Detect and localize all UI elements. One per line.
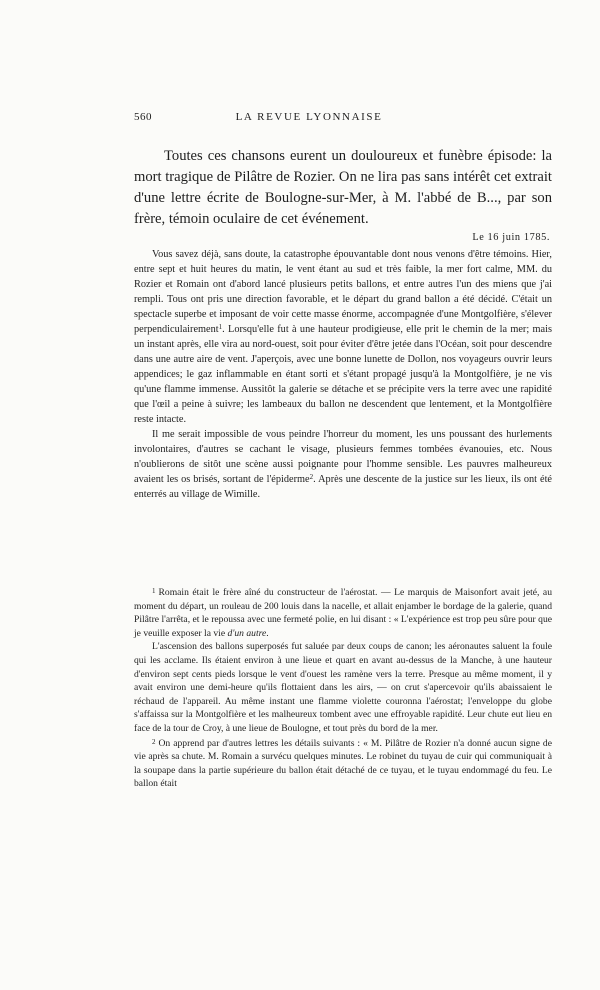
letter-dateline: Le 16 juin 1785. bbox=[472, 232, 550, 243]
footnote-1-emphasis: d'un autre bbox=[227, 627, 267, 639]
footnote-2 bbox=[134, 736, 552, 791]
footnote-1-mark: 1 bbox=[152, 587, 156, 595]
running-header bbox=[134, 111, 484, 125]
footnote-2-mark: 2 bbox=[152, 737, 156, 746]
intro-paragraph bbox=[134, 146, 552, 230]
page-number: 560 bbox=[134, 111, 152, 123]
letter-p1-part-a: Vous savez déjà, sans doute, la catastrophe épouvantable dont nous venons d'être témoins. Hier, entre sept et huit heures du matin, le vent étant au sud et très faible, la mer fort calme, MM. du Rozier et Romain ont d'abord lancé plusieurs petits ballons, et entre autres l'un des miens que j'ai rempli. Tous ont pris une direction favorable, et le départ du grand ballon a été décidé. C'était un spectacle superbe et imposant de voir cette masse énorme, accompagnée d'une Montgolfière, s'élever perpendiculairement bbox=[134, 249, 552, 335]
footnote-1-text-b: . bbox=[266, 627, 269, 639]
footnotes bbox=[134, 585, 552, 791]
letter-p1-part-b: . Lorsqu'elle fut à une hauteur prodigieuse, elle prit le chemin de la mer; mais un instant après, elle vira au nord-ouest, soit pour éviter d'être jetée dans l'Océan, soit pour descendre dans une autre aire de vent. J'aperçois, avec une bonne lunette de Dollon, nos voyageurs ouvrir leurs appendices; le gaz inflammable en étant sorti et s'étant propagé jusqu'à la Montgolfière, je ne vis qu'une flamme immense. Aussitôt la galerie se détache et se précipite vers la terre avec une rapidité que l'œil a peine à suivre; les lambeaux du ballon ne descendent que lentement, et la Montgolfière reste intacte. bbox=[134, 324, 552, 425]
letter-paragraph-2 bbox=[134, 427, 552, 502]
letter-p2-part-b: . Après une descente de la justice sur les lieux, ils ont été enterrés au village de Wimille. bbox=[134, 474, 552, 500]
intro-text: Toutes ces chansons eurent un douloureux et funèbre épisode: la mort tragique de Pilâtre de Rozier. On ne lira pas sans intérêt cet extrait d'une lettre écrite de Boulogne-sur-Mer, à M. l'abbé de B..., par son frère, témoin oculaire de cet événement. bbox=[134, 148, 552, 227]
footnote-1-continuation: L'ascension des ballons superposés fut saluée par deux coups de canon; les aéronautes saluent la foule qui les acclame. Ils étaient environ à une lieue et quart en avant au-dessus de la Manche, à une hauteur d'environ sept cents pieds lorsque le vent d'ouest les ramène vers la terre. Presque au même moment, il y avait environ une demi-heure qu'ils flottaient dans les airs, — on crut s'apercevoir qu'ils abaissaient le réchaud de l'appareil. Au même instant une flamme violette couronna l'aérostat; l'enveloppe du globe s'affaissa sur la Montgolfière et les malheureux tombent avec une effroyable rapidité. Leur chute eut lieu en face de la tour de Croy, à une lieue de Boulogne, et tout près du bord de la mer. bbox=[134, 641, 552, 734]
footnote-ref-1: 1 bbox=[218, 323, 223, 331]
footnote-ref-2: 2 bbox=[309, 473, 314, 481]
footnote-2-text: On apprend par d'autres lettres les détails suivants : « M. Pilâtre de Rozier n'a donné aucun signe de vie après sa chute. M. Romain a survécu quelques minutes. Le robinet du tuyau de cuir qui communiquait à la soupape dans la partie supérieure du ballon était détaché de ce tuyau, et le tuyau endommagé du feu. Le ballon était bbox=[134, 737, 552, 790]
journal-title: LA REVUE LYONNAISE bbox=[235, 111, 383, 123]
letter-body bbox=[134, 247, 552, 502]
footnote-1 bbox=[134, 585, 552, 640]
letter-p2-part-a: Il me serait impossible de vous peindre l'horreur du moment, les uns poussant des hurlements involontaires, d'autres se cachant le visage, plusieurs femmes tombées évanouies, etc. Nous n'oublierons de sitôt une scène aussi poignante pour l'homme sensible. Les pauvres malheureux avaient les os brisés, sortant de l'épiderme bbox=[134, 429, 552, 485]
letter-paragraph-1 bbox=[134, 247, 552, 427]
footnote-1-text-a: Romain était le frère aîné du constructeur de l'aérostat. — Le marquis de Maisonfort avait jeté, au moment du départ, un rouleau de 200 louis dans la nacelle, et allait enjamber le bordage de la galerie, quand Pilâtre l'arrêta, et le repoussa avec une fermeté polie, en lui disant : « L'expérience est trop peu sûre pour que je veuille exposer la vie bbox=[134, 587, 552, 639]
